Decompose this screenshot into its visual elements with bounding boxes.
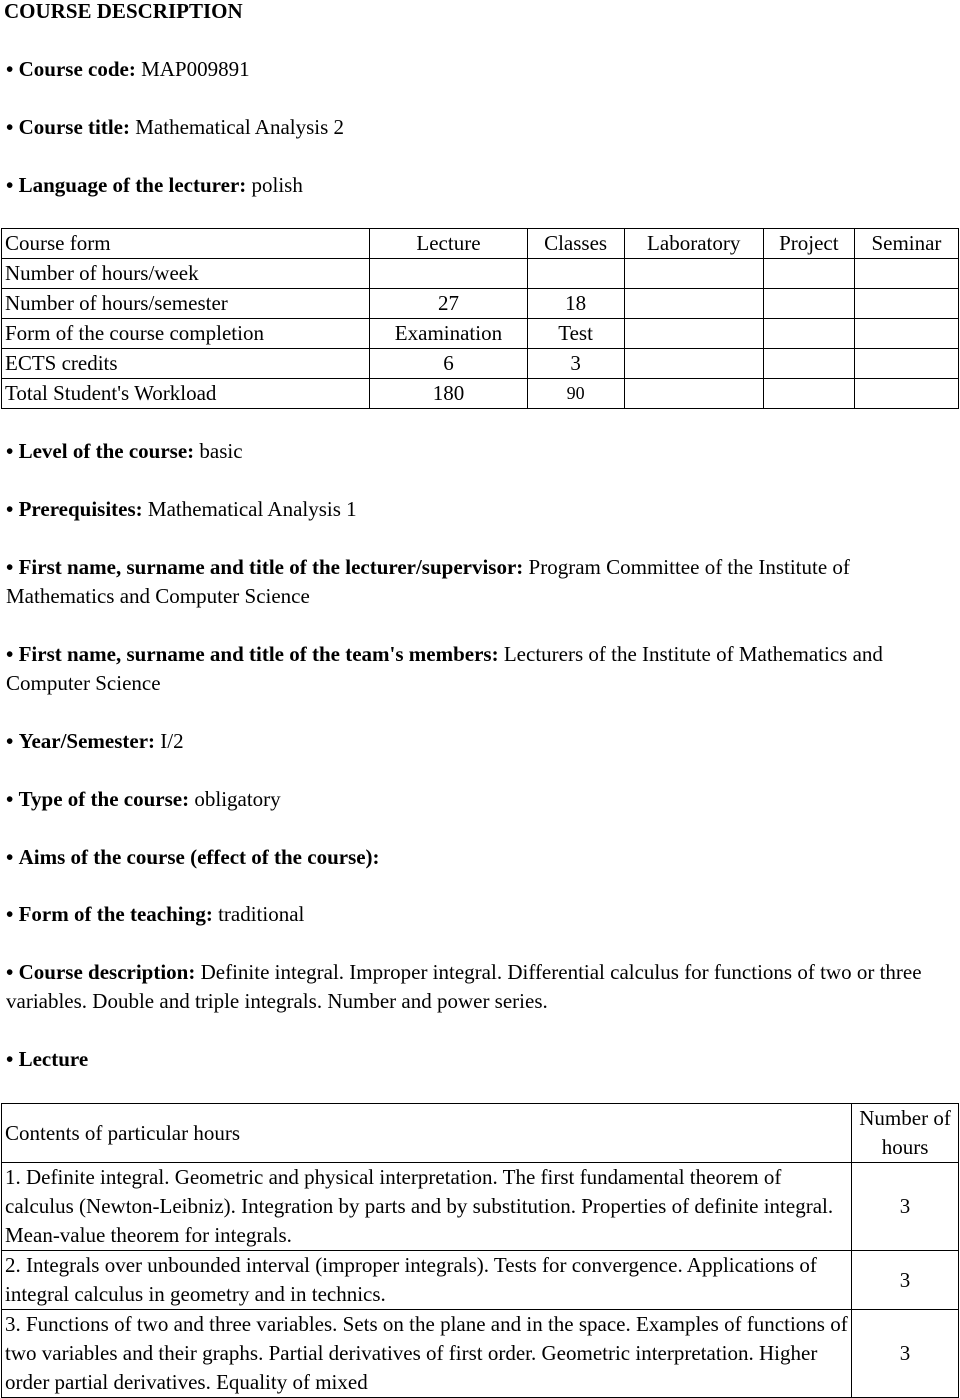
- language-item: [6, 171, 951, 200]
- table-cell: [763, 319, 854, 349]
- table-cell: [624, 289, 763, 319]
- bullet: •: [6, 845, 14, 869]
- course-code-item: [6, 55, 951, 84]
- table-cell: 6: [370, 349, 527, 379]
- table-cell: [854, 259, 958, 289]
- supervisor-item: [6, 553, 951, 611]
- course-title-label: Course title:: [18, 115, 130, 139]
- bullet: •: [6, 497, 14, 521]
- table-row: [2, 1163, 959, 1251]
- table-cell: [527, 259, 624, 289]
- table-row: [2, 319, 959, 349]
- supervisor-value: Program Committee of the Institute of Mathematics and Computer Science: [6, 555, 850, 608]
- prerequisites-value: Mathematical Analysis 1: [147, 497, 357, 521]
- table-cell: 18: [527, 289, 624, 319]
- table-cell: 2. Integrals over unbounded interval (improper integrals). Tests for convergence. Applications of integral calculus in geometry and in technics.: [2, 1251, 852, 1310]
- team-label: First name, surname and title of the team's members:: [18, 642, 499, 666]
- description-label: Course description:: [18, 960, 196, 984]
- table-cell: Test: [527, 319, 624, 349]
- table-cell: Total Student's Workload: [2, 379, 370, 409]
- table-cell: [854, 379, 958, 409]
- lecture-item: [6, 1045, 951, 1074]
- prerequisites-label: Prerequisites:: [18, 497, 143, 521]
- type-label: Type of the course:: [18, 787, 190, 811]
- contents-header-cell: Contents of particular hours: [2, 1104, 852, 1163]
- table-header-cell: Lecture: [370, 229, 527, 259]
- table-cell: [763, 259, 854, 289]
- description-item: [6, 958, 951, 1016]
- bullet: •: [6, 57, 14, 81]
- course-title-item: [6, 113, 951, 142]
- table-cell: [854, 319, 958, 349]
- table-cell: Number of hours/week: [2, 259, 370, 289]
- course-code-value: MAP009891: [141, 57, 250, 81]
- level-label: Level of the course:: [18, 439, 195, 463]
- form-teaching-label: Form of the teaching:: [18, 902, 213, 926]
- level-value: basic: [199, 439, 243, 463]
- table-header-cell: Classes: [527, 229, 624, 259]
- table-header-row: [2, 1104, 959, 1163]
- table-header-row: [2, 229, 959, 259]
- bullet: •: [6, 555, 14, 579]
- lecture-label: Lecture: [18, 1047, 89, 1071]
- table-row: [2, 379, 959, 409]
- table-cell: ECTS credits: [2, 349, 370, 379]
- table-cell: [624, 259, 763, 289]
- type-value: obligatory: [194, 787, 281, 811]
- table-cell: Examination: [370, 319, 527, 349]
- bullet: •: [6, 1047, 14, 1071]
- year-semester-item: [6, 727, 951, 756]
- table-cell: 3. Functions of two and three variables. Sets on the plane and in the space. Examples of functions of two variables and their graphs. Partial derivatives of first order. Geometric interpretation. Higher order partial derivatives. Equality of mixed: [2, 1310, 852, 1398]
- course-title-value: Mathematical Analysis 2: [135, 115, 345, 139]
- table-cell: 27: [370, 289, 527, 319]
- language-label: Language of the lecturer:: [18, 173, 247, 197]
- level-item: [6, 437, 951, 466]
- form-teaching-value: traditional: [218, 902, 305, 926]
- type-item: [6, 785, 951, 814]
- page-title: COURSE DESCRIPTION: [4, 0, 243, 23]
- table-row: [2, 1310, 959, 1398]
- aims-item: [6, 843, 951, 872]
- lecture-contents-table: [1, 1103, 959, 1398]
- table-cell: 3: [852, 1251, 959, 1310]
- hours-header-cell: Number of hours: [852, 1104, 959, 1163]
- table-cell: 3: [527, 349, 624, 379]
- bullet: •: [6, 729, 14, 753]
- prerequisites-item: [6, 495, 951, 524]
- language-value: polish: [251, 173, 303, 197]
- table-cell: [624, 379, 763, 409]
- bullet: •: [6, 439, 14, 463]
- table-cell: 1. Definite integral. Geometric and physical interpretation. The first fundamental theorem of calculus (Newton-Leibniz). Integration by parts and by substitution. Properties of definite integral. Mean-value theorem for integrals.: [2, 1163, 852, 1251]
- table-header-cell: Laboratory: [624, 229, 763, 259]
- table-cell: 90: [527, 379, 624, 409]
- table-row: [2, 349, 959, 379]
- table-cell: Number of hours/semester: [2, 289, 370, 319]
- bullet: •: [6, 902, 14, 926]
- table-cell: [854, 289, 958, 319]
- table-cell: [763, 379, 854, 409]
- course-code-label: Course code:: [18, 57, 136, 81]
- table-cell: Form of the course completion: [2, 319, 370, 349]
- form-teaching-item: [6, 900, 951, 929]
- table-cell: [763, 349, 854, 379]
- table-cell: [763, 289, 854, 319]
- bullet: •: [6, 173, 14, 197]
- description-value: Definite integral. Improper integral. Differential calculus for functions of two or three variables. Double and triple integrals. Number and power series.: [6, 960, 922, 1013]
- table-header-cell: Course form: [2, 229, 370, 259]
- supervisor-label: First name, surname and title of the lecturer/supervisor:: [18, 555, 524, 579]
- bullet: •: [6, 787, 14, 811]
- course-form-table: [1, 228, 959, 409]
- team-value: Lecturers of the Institute of Mathematics and Computer Science: [6, 642, 883, 695]
- table-cell: [624, 349, 763, 379]
- aims-label: Aims of the course (effect of the course):: [18, 845, 380, 869]
- table-cell: [854, 349, 958, 379]
- table-cell: [370, 259, 527, 289]
- team-item: [6, 640, 951, 698]
- table-row: [2, 289, 959, 319]
- bullet: •: [6, 115, 14, 139]
- bullet: •: [6, 642, 14, 666]
- year-semester-value: I/2: [160, 729, 184, 753]
- bullet: •: [6, 960, 14, 984]
- table-cell: 3: [852, 1310, 959, 1398]
- table-cell: 180: [370, 379, 527, 409]
- table-cell: [624, 319, 763, 349]
- table-row: [2, 259, 959, 289]
- year-semester-label: Year/Semester:: [18, 729, 156, 753]
- table-header-cell: Project: [763, 229, 854, 259]
- table-header-cell: Seminar: [854, 229, 958, 259]
- table-row: [2, 1251, 959, 1310]
- table-cell: 3: [852, 1163, 959, 1251]
